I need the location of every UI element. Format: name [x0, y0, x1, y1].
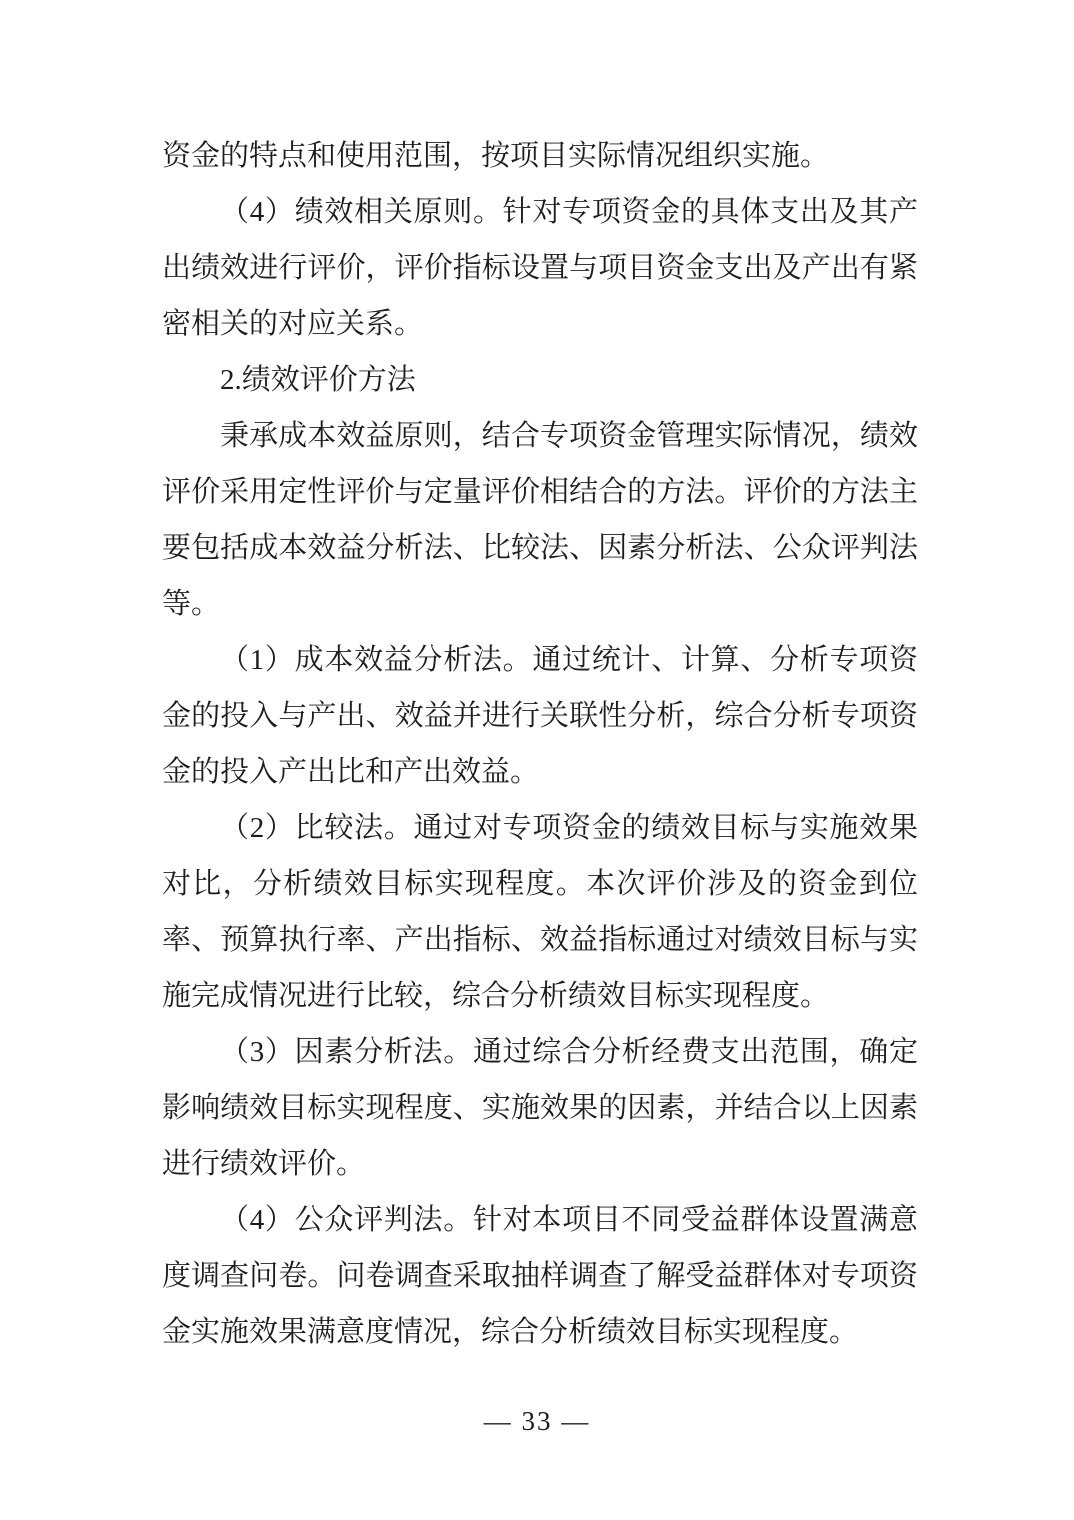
paragraph-method-4-public-judgement: （4）公众评判法。针对本项目不同受益群体设置满意度调查问卷。问卷调查采取抽样调查了解受益群体对专项资金实施效果满意度情况，综合分析绩效目标实现程度。 — [162, 1204, 918, 1348]
paragraph-method-2-comparison: （2）比较法。通过对专项资金的绩效目标与实施效果对比，分析绩效目标实现程度。本次评价涉及的资金到位率、预算执行率、产出指标、效益指标通过对绩效目标与实施完成情况进行比较，综合分析绩效目标实现程度。 — [162, 812, 918, 1012]
paragraph-method-3-factor-analysis: （3）因素分析法。通过综合分析经费支出范围，确定影响绩效目标实现程度、实施效果的因素，并结合以上因素进行绩效评价。 — [162, 1036, 918, 1180]
document-body — [162, 128, 918, 1360]
section-heading-evaluation-methods: 2.绩效评价方法 — [220, 364, 416, 396]
paragraph-method-1-cost-benefit: （1）成本效益分析法。通过统计、计算、分析专项资金的投入与产出、效益并进行关联性分析，综合分析专项资金的投入产出比和产出效益。 — [162, 644, 918, 788]
paragraph-principle-4: （4）绩效相关原则。针对专项资金的具体支出及其产出绩效进行评价，评价指标设置与项目资金支出及产出有紧密相关的对应关系。 — [162, 196, 918, 340]
paragraph-continuation: 资金的特点和使用范围，按项目实际情况组织实施。 — [162, 140, 830, 172]
paragraph-methods-overview: 秉承成本效益原则，结合专项资金管理实际情况，绩效评价采用定性评价与定量评价相结合的方法。评价的方法主要包括成本效益分析法、比较法、因素分析法、公众评判法等。 — [162, 420, 918, 620]
page-number: — 33 — — [483, 1406, 591, 1436]
